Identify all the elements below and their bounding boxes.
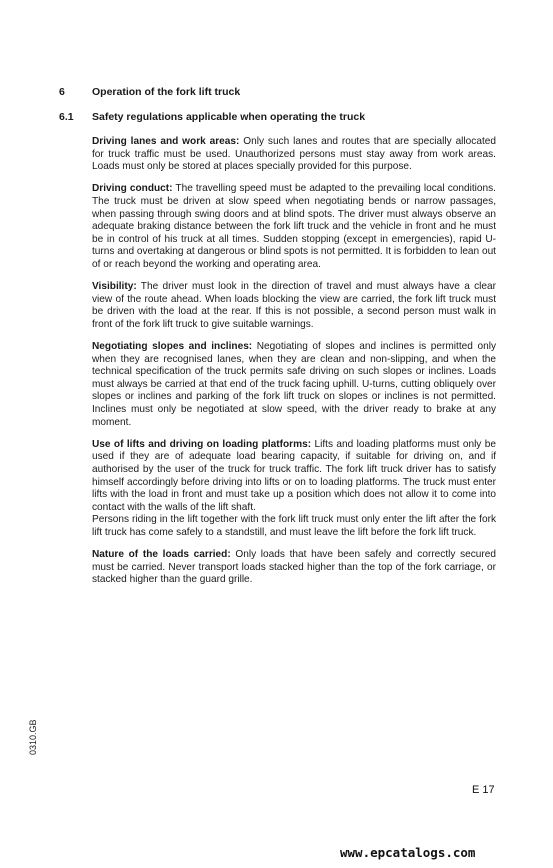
paragraph-lead: Use of lifts and driving on loading platforms:	[92, 438, 312, 450]
paragraph-loads-carried	[92, 549, 496, 587]
paragraph-lead: Negotiating slopes and inclines:	[92, 341, 253, 353]
paragraph-text: Only such lanes and routes that are specially allocated for truck traffic must be used. Unauthorized persons must stay away from work areas. Loads must only be stored at places specially provided for this purpose.	[92, 136, 496, 173]
page-number: E 17	[472, 784, 495, 796]
paragraph-lead: Nature of the loads carried:	[92, 549, 231, 561]
paragraph-continuation: Persons riding in the lift together with the fork lift truck must only enter the lift after the fork lift truck has come safely to a standstill, and must leave the lift before the fork lift truck.	[92, 514, 496, 538]
body-content	[92, 136, 496, 597]
paragraph-driving-conduct	[92, 183, 496, 271]
paragraph-lead: Driving lanes and work areas:	[92, 136, 240, 147]
subsection-title: Safety regulations applicable when operating the truck	[92, 111, 366, 123]
paragraph-text: The travelling speed must be adapted to the prevailing local conditions. The truck must be driven at slow speed when negotiating bends or narrow passages, when passing through swing doors and at blind spots. The driver must always observe an adequate braking distance between the fork lift truck and the vehicle in front and he must be in control of his truck at all times. Sudden stopping (except in emergencies), rapid U-turns and overtaking at dangerous or blind spots is not permitted. It is forbidden to lean out of or reach beyond the working and operating area.	[92, 183, 496, 270]
paragraph-visibility	[92, 281, 496, 331]
paragraph-text: Lifts and loading platforms must only be used if they are of adequate load bearing capacity, if suitable for driving on, and if authorised by the user of the truck for truck traffic. The fork lift truck driver has to satisfy himself accordingly before driving into lifts or on to loading platforms. The truck must enter lifts with the load in front and must take up a position which does not allow it to come into contact with the walls of the lift shaft.	[92, 438, 496, 513]
paragraph-text: The driver must look in the direction of travel and must always have a clear view of the route ahead. When loads blocking the view are carried, the fork lift truck must be driven with the load at the rear. If this is not possible, a second person must walk in front of the fork lift truck to give suitable warnings.	[92, 281, 496, 330]
paragraph-slopes-inclines	[92, 341, 496, 429]
paragraph-lead: Visibility:	[92, 281, 137, 293]
paragraph-text: Only loads that have been safely and correctly secured must be carried. Never transport loads stacked higher than the top of the fork carriage, or stacked higher than the guard grille.	[92, 549, 497, 586]
section-title: Operation of the fork lift truck	[92, 86, 241, 98]
paragraph-lifts-platforms	[92, 439, 496, 540]
watermark-url: www.epcatalogs.com	[340, 845, 476, 860]
paragraph-text: Negotiating of slopes and inclines is permitted only when they are recognised lanes, when they are clean and non-slipping, and when the technical specification of the truck permits safe driving on such slopes or inclines. Loads must always be carried at that end of the truck facing uphill. U-turns, cutting obliquely over slopes or inclines and parking of the fork lift truck on slopes or inclines is not permitted. Inclines must only be negotiated at slow speed, with the driver ready to brake at any moment.	[92, 341, 496, 428]
paragraph-driving-lanes	[92, 136, 496, 174]
document-code: 0310.GB	[28, 719, 38, 755]
paragraph-lead: Driving conduct:	[92, 183, 173, 195]
subsection-number: 6.1	[59, 111, 74, 123]
section-number: 6	[59, 86, 65, 98]
